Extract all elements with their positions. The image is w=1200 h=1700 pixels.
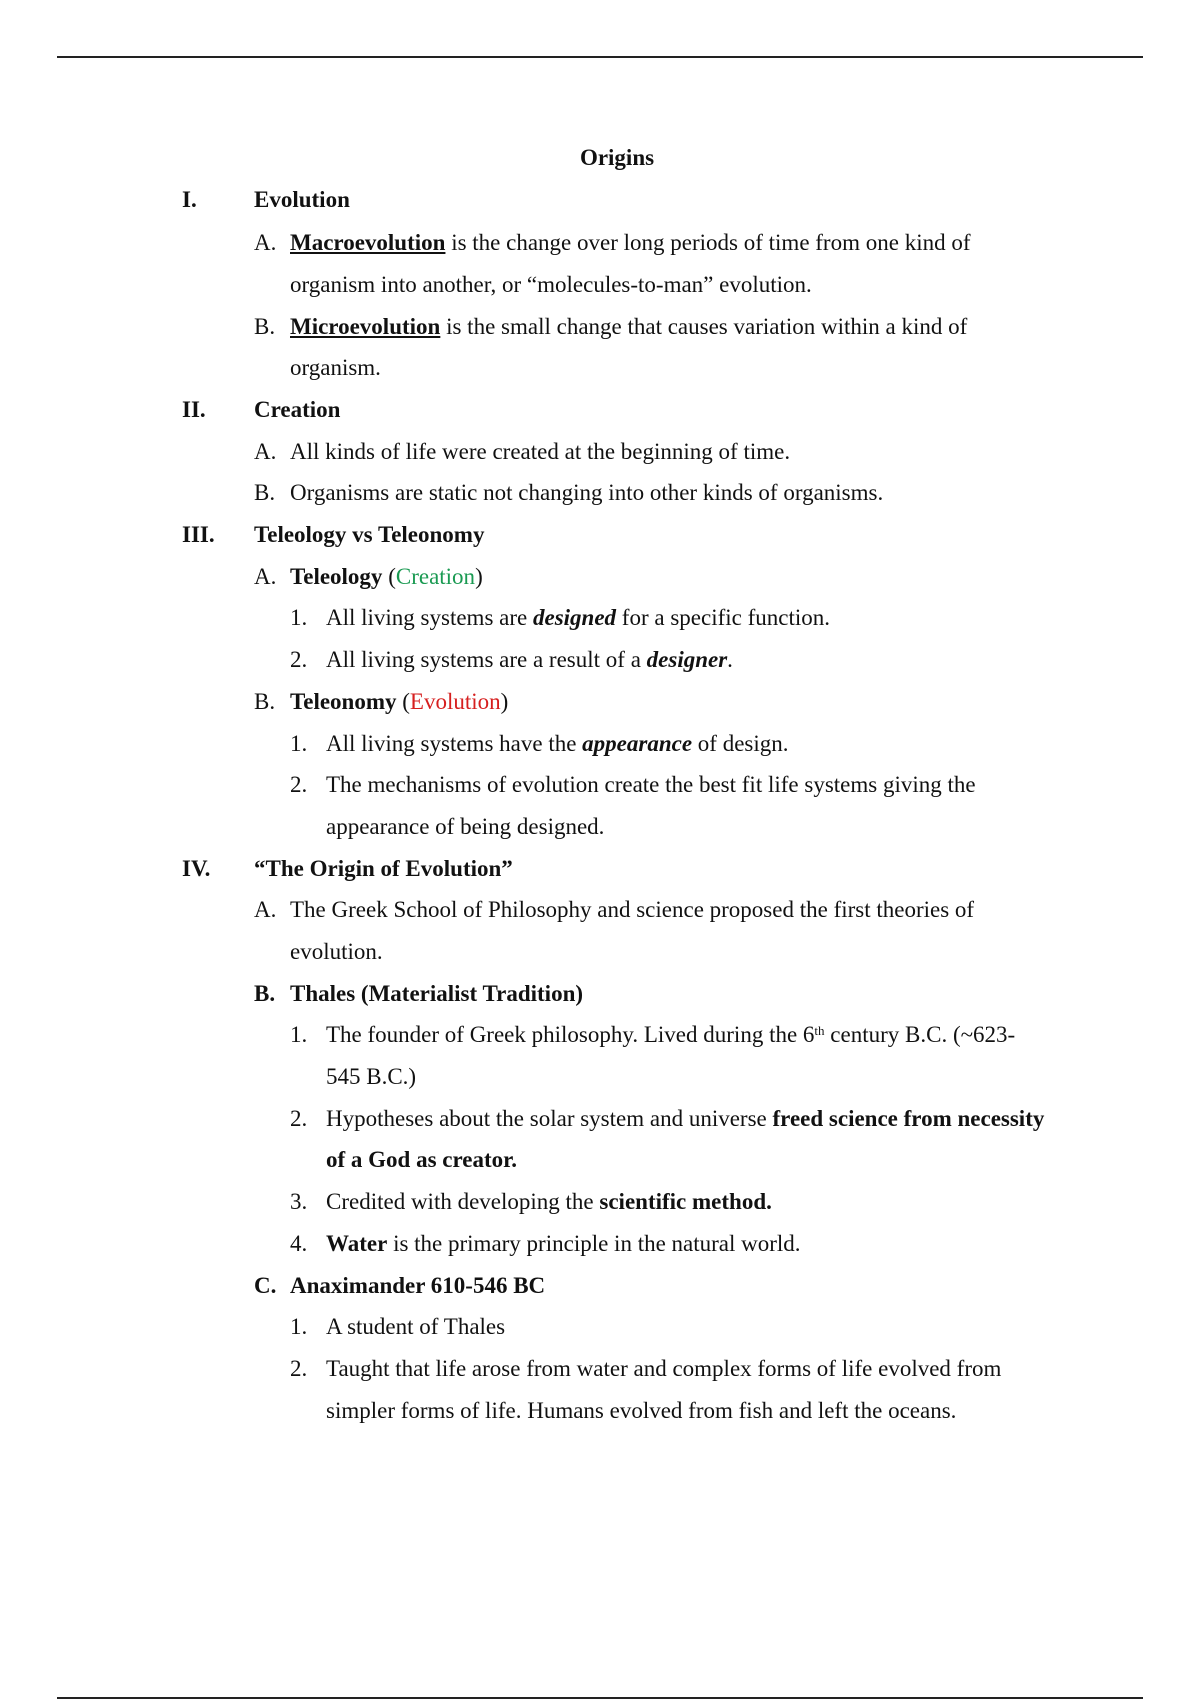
emphasis: appearance xyxy=(582,731,693,756)
item-label: B. xyxy=(254,314,276,339)
page-title: Origins xyxy=(579,145,655,170)
bold-text: Water xyxy=(326,1231,388,1256)
creation-label: Creation xyxy=(395,564,476,589)
emphasis: designed xyxy=(532,605,617,630)
point-text: Credited with developing the xyxy=(326,1189,600,1214)
section-heading: “The Origin of Evolution” xyxy=(254,856,513,881)
header-rule xyxy=(57,56,1143,58)
section-number: IV. xyxy=(182,856,211,881)
list-item: Organisms are static not changing into other kinds of organisms. xyxy=(290,480,884,505)
list-point: Taught that life arose from water and complex forms of life evolved from xyxy=(326,1356,1002,1381)
point-number: 1. xyxy=(290,731,308,756)
point-number: 2. xyxy=(290,1356,308,1381)
list-point xyxy=(326,1021,1015,1049)
section-heading: Creation xyxy=(254,397,341,422)
section-number: III. xyxy=(182,522,215,547)
point-number: 2. xyxy=(290,1106,308,1131)
item-label: A. xyxy=(254,439,277,464)
point-text: century B.C. (~623- xyxy=(824,1022,1016,1047)
term: Teleology xyxy=(290,564,383,589)
list-point: The mechanisms of evolution create the best fit life systems giving the xyxy=(326,772,976,797)
item-label: A. xyxy=(254,230,277,255)
bold-text: freed science from necessity xyxy=(772,1106,1045,1131)
paren-open: ( xyxy=(382,564,396,589)
point-text: The founder of Greek philosophy. Lived during the 6 xyxy=(326,1022,815,1047)
section-heading: Evolution xyxy=(254,187,350,212)
point-text-continued: of a God as creator. xyxy=(326,1147,518,1172)
list-item xyxy=(290,563,483,591)
list-item: All kinds of life were created at the beginning of time. xyxy=(290,439,791,464)
list-item xyxy=(290,688,508,716)
list-item: The Greek School of Philosophy and science proposed the first theories of xyxy=(290,897,975,922)
point-number: 2. xyxy=(290,647,308,672)
footer-rule xyxy=(57,1697,1143,1699)
list-point: A student of Thales xyxy=(326,1314,506,1339)
subsection-heading: Thales (Materialist Tradition) xyxy=(290,981,584,1006)
item-text: is the small change that causes variation within a kind of xyxy=(440,314,968,339)
item-text-continued: organism. xyxy=(290,355,381,380)
point-text: All living systems have the xyxy=(326,731,583,756)
paren-open: ( xyxy=(396,689,410,714)
list-point xyxy=(326,604,830,632)
point-number: 3. xyxy=(290,1189,308,1214)
point-text: for a specific function. xyxy=(616,605,830,630)
list-point xyxy=(326,1188,772,1216)
point-number: 1. xyxy=(290,1314,308,1339)
bold-text: scientific method. xyxy=(599,1189,772,1214)
point-number: 1. xyxy=(290,1022,308,1047)
item-label: C. xyxy=(254,1273,277,1298)
list-point xyxy=(326,646,733,674)
item-label: B. xyxy=(254,480,276,505)
paren-close: ) xyxy=(475,564,483,589)
superscript: th xyxy=(814,1023,825,1038)
emphasis: designer xyxy=(646,647,728,672)
item-label: A. xyxy=(254,897,277,922)
item-label: B. xyxy=(254,689,276,714)
subsection-heading: Anaximander 610-546 BC xyxy=(290,1273,546,1298)
item-text-continued: organism into another, or “molecules-to-man” evolution. xyxy=(290,272,812,297)
item-label: B. xyxy=(254,981,276,1006)
list-item xyxy=(290,229,971,257)
section-number: I. xyxy=(182,187,197,212)
item-text-continued: evolution. xyxy=(290,939,383,964)
term: Teleonomy xyxy=(290,689,397,714)
point-text: of design. xyxy=(692,731,789,756)
section-number: II. xyxy=(182,397,206,422)
point-number: 2. xyxy=(290,772,308,797)
point-text-continued: 545 B.C.) xyxy=(326,1064,417,1089)
item-label: A. xyxy=(254,564,277,589)
list-point xyxy=(326,1105,1044,1133)
point-text-continued: simpler forms of life. Humans evolved from fish and left the oceans. xyxy=(326,1398,957,1423)
point-text: . xyxy=(727,647,733,672)
point-text: Hypotheses about the solar system and universe xyxy=(326,1106,773,1131)
list-point xyxy=(326,730,789,758)
item-text: is the change over long periods of time from one kind of xyxy=(445,230,971,255)
list-point xyxy=(326,1230,801,1258)
paren-close: ) xyxy=(500,689,509,714)
list-item xyxy=(290,313,967,341)
term: Macroevolution xyxy=(290,230,446,255)
point-number: 4. xyxy=(290,1231,308,1256)
section-heading: Teleology vs Teleonomy xyxy=(254,522,485,547)
point-text-continued: appearance of being designed. xyxy=(326,814,605,839)
point-text: All living systems are xyxy=(326,605,533,630)
evolution-label: Evolution xyxy=(409,689,501,714)
point-text: is the primary principle in the natural world. xyxy=(387,1231,801,1256)
point-number: 1. xyxy=(290,605,308,630)
term: Microevolution xyxy=(290,314,441,339)
point-text: All living systems are a result of a xyxy=(326,647,647,672)
